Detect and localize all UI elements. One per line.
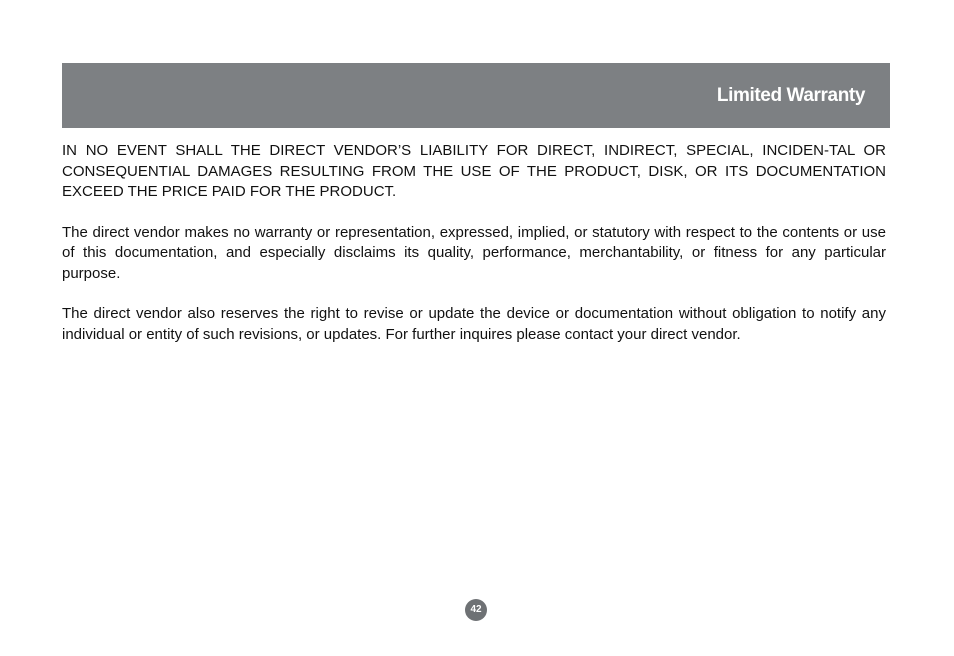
revision-paragraph: The direct vendor also reserves the right to revise or update the device or documentation without obligation to notify any individual or entity of such revisions, or updates. For further inquires please contact your direct vendor. [62, 305, 886, 343]
warranty-paragraph: The direct vendor makes no warranty or representation, expressed, implied, or statutory with respect to the contents or use of this documentation, and especially disclaims its quality, performance, merchantability, or fitness for any particular purpose. [62, 223, 886, 282]
header-bar [62, 63, 890, 128]
page-title: Limited Warranty [716, 85, 865, 106]
liability-paragraph: IN NO EVENT SHALL THE DIRECT VENDOR’S LIABILITY FOR DIRECT, INDIRECT, SPECIAL, INCIDEN-TAL OR CONSEQUENTIAL DAMAGES RESULTING FROM THE USE OF THE PRODUCT, DISK, OR ITS DOCUMENTATION EXCEED THE PRICE PAID FOR THE PRODUCT. [62, 142, 886, 200]
page-number-badge: 42 [465, 599, 487, 621]
document-body [62, 141, 886, 365]
